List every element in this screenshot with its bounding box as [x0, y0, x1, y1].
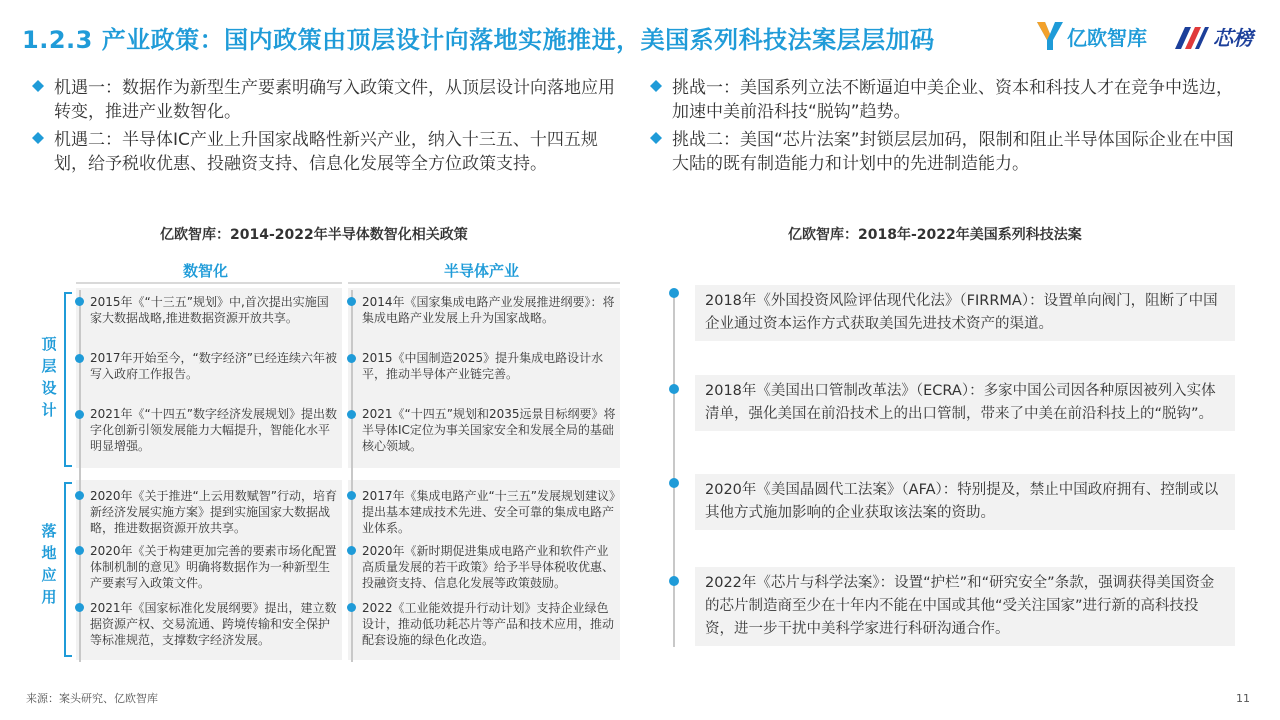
timeline-dot-icon	[347, 410, 356, 419]
timeline-line	[673, 292, 675, 647]
timeline-dot-icon	[75, 546, 84, 555]
bullet-opportunity-2: 机遇二：半导体IC产业上升国家战略性新兴产业，纳入十三五、十四五规划，给予税收优惠、投融资支持、信息化发展等全方位政策支持。	[54, 128, 624, 176]
policy-item: 2021年《国家标准化发展纲要》提出，建立数据资源产权、交易流通、跨境传输和安全保护等标准规范，支撑数字经济发展。	[90, 601, 337, 647]
timeline-dot-icon	[669, 384, 679, 394]
row-bracket-top	[64, 292, 72, 467]
diamond-bullet-icon	[32, 80, 44, 92]
col-head-digital: 数智化	[183, 262, 229, 280]
law-item-afa: 2020年《美国晶圆代工法案》（AFA）：特别提及，禁止中国政府拥有、控制或以其他方式施加影响的企业获取该法案的资助。	[695, 474, 1235, 530]
law-item-chips-act: 2022年《芯片与科学法案》：设置“护栏”和“研究安全”条款，强调获得美国资金的芯片制造商至少在十年内不能在中国或其他“受关注国家”进行新的高科技投资，进一步干扰中美科学家进行科研沟通合作。	[695, 567, 1235, 646]
diamond-bullet-icon	[32, 132, 44, 144]
policy-item: 2015年《“十三五”规划》中,首次提出实施国家大数据战略,推进数据资源开放共享。	[90, 295, 329, 325]
brand-logos	[1035, 16, 1265, 56]
timeline-dot-icon	[347, 297, 356, 306]
timeline-dot-icon	[669, 288, 679, 298]
timeline-dot-icon	[347, 546, 356, 555]
policy-item: 2020年《关于推进“上云用数赋智”行动，培育新经济发展实施方案》提到实施国家大数据战略，推进数据资源开放共享。	[90, 489, 337, 535]
policy-item: 2014年《国家集成电路产业发展推进纲要》：将集成电路产业发展上升为国家战略。	[362, 295, 615, 325]
timeline-dot-icon	[75, 410, 84, 419]
timeline-dot-icon	[669, 478, 679, 488]
timeline-dot-icon	[75, 603, 84, 612]
col-head-semi: 半导体产业	[444, 262, 520, 280]
right-section-title: 亿欧智库：2018年-2022年美国系列科技法案	[788, 227, 1082, 243]
timeline-dot-icon	[75, 491, 84, 500]
timeline-dot-icon	[347, 603, 356, 612]
diamond-bullet-icon	[650, 132, 662, 144]
law-item-ecra: 2018年《美国出口管制改革法》（ECRA）：多家中国公司因各种原因被列入实体清单，强化美国在前沿技术上的出口管制，带来了中美在前沿科技上的“脱钩”。	[695, 375, 1235, 431]
timeline-dot-icon	[347, 491, 356, 500]
row-bracket-bottom	[64, 482, 72, 657]
left-section-title: 亿欧智库：2014-2022年半导体数智化相关政策	[160, 227, 468, 243]
timeline-dot-icon	[347, 354, 356, 363]
yiou-brand-text: 亿欧智库	[1067, 26, 1147, 50]
law-item-firrma: 2018年《外国投资风险评估现代化法》（FIRRMA）：设置单向阀门，阻断了中国企业通过资本运作方式获取美国先进技术资产的渠道。	[695, 285, 1235, 341]
policy-item: 2021《“十四五”规划和2035远景目标纲要》将半导体IC定位为事关国家安全和发展全局的基础核心领域。	[362, 407, 616, 453]
page-number: 11	[1236, 692, 1250, 705]
timeline-dot-icon	[669, 576, 679, 586]
col-underline	[76, 282, 342, 284]
timeline-dot-icon	[75, 297, 84, 306]
timeline-dot-icon	[75, 354, 84, 363]
bullet-opportunity-1: 机遇一：数据作为新型生产要素明确写入政策文件，从顶层设计向落地应用转变，推进产业数智化。	[54, 76, 624, 124]
policy-item: 2015《中国制造2025》提升集成电路设计水平，推动半导体产业链完善。	[362, 351, 604, 381]
bullet-challenge-1: 挑战一：美国系列立法不断逼迫中美企业、资本和科技人才在竞争中选边，加速中美前沿科技“脱钩”趋势。	[672, 76, 1242, 124]
policy-item: 2022《工业能效提升行动计划》支持企业绿色设计，推动低功耗芯片等产品和技术应用，推动配套设施的绿色化改造。	[362, 601, 615, 647]
page-title: 1.2.3 产业政策：国内政策由顶层设计向落地实施推进，美国系列科技法案层层加码	[22, 26, 935, 54]
bullet-challenge-2: 挑战二：美国“芯片法案”封锁层层加码，限制和阻止半导体国际企业在中国大陆的既有制造能力和计划中的先进制造能力。	[672, 128, 1242, 176]
source-note: 来源：案头研究、亿欧智库	[26, 692, 158, 705]
policy-item: 2020年《新时期促进集成电路产业和软件产业高质量发展的若干政策》给予半导体税收优惠、投融资支持、信息化发展等政策鼓励。	[362, 544, 615, 590]
policy-item: 2017年开始至今，“数字经济”已经连续六年被写入政府工作报告。	[90, 351, 337, 381]
xinbang-brand-text: 芯榜	[1213, 26, 1253, 50]
xinbang-logo-icon	[1169, 25, 1209, 51]
row-label-application: 落地应用	[41, 522, 57, 606]
policy-item: 2020年《关于构建更加完善的要素市场化配置体制机制的意见》明确将数据作为一种新型生产要素写入政策文件。	[90, 544, 337, 590]
policy-item: 2017年《集成电路产业“十三五”发展规划建议》提出基本建成技术先进、安全可靠的集成电路产业体系。	[362, 489, 615, 535]
row-label-top-design: 顶层设计	[41, 335, 57, 419]
col-underline	[348, 282, 620, 284]
diamond-bullet-icon	[650, 80, 662, 92]
yiou-logo-icon	[1035, 18, 1065, 52]
policy-item: 2021年《“十四五”数字经济发展规划》提出数字化创新引领发展能力大幅提升，智能化水平明显增强。	[90, 407, 337, 453]
